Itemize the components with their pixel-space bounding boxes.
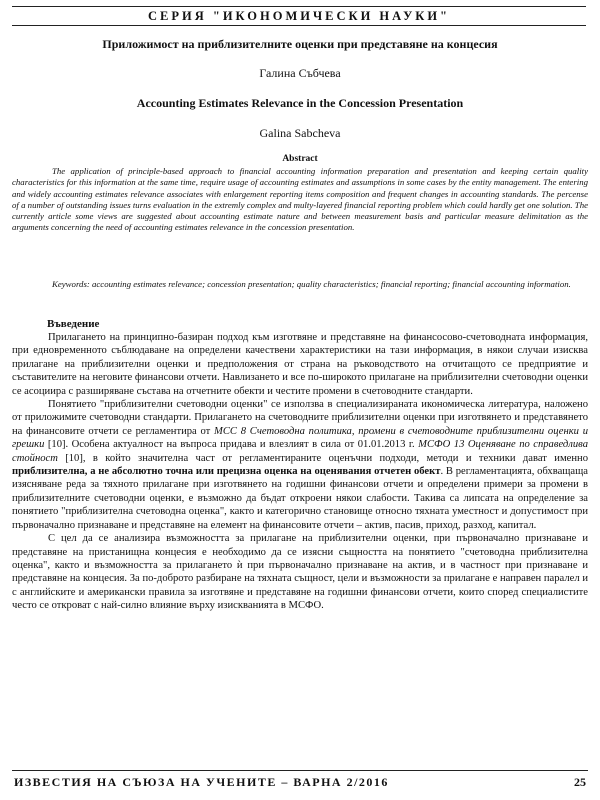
keywords-text: Keywords: accounting estimates relevance; concession presentation; quality characteristics; financial reporting; financial accounting information. — [52, 279, 571, 289]
emphasized-text: приблизителна, а не абсолютно точна или прецизна оценка на оценявания отчетен обект — [12, 466, 441, 478]
body-paragraph-1: Прилагането на принципно-базиран подход към изготвяне и представяне на финансосово-счетоводната информация, при едновременното съблюдаване на определени качествени характеристики на тази информация, в някои случаи изисква прилагане на приблизителни оценки и предположения от страна на ръководството на отчитащото се предприятие и съставителите на неговите финансови отчети. Навлизането и все по-широкото прилагане на приблизителни счетоводни оценки се асоциира с разширяване състава на отчетните обекти и честите промени в счетоводните стандарти. — [12, 332, 588, 397]
body-paragraph-2 — [12, 398, 588, 532]
journal-footer: ИЗВЕСТИЯ НА СЪЮЗА НА УЧЕНИТЕ – ВАРНА 2/2016 — [14, 775, 389, 789]
body-paragraph-3: С цел да се анализира възможността за прилагане на приблизителни оценки, при първоначално признаване и представяне на пристанищна концесия е необходимо да се изясни същността на понятието "счетоводна приблизителна оценка", както и възможността за прилагането ѝ при първоначално признаване на актив, и в частност при признаване и представяне на концесия. За по-доброто разбиране на тяхната същност, цели и възможности за прилагане е направен паралел и с английските и американски правила за изготвяне и представяне на годишни финансови отчети, които според специалистите често се откроват с най-силно влияние върху изискванията в МСФО. — [12, 533, 588, 612]
standard-reference-ias8: МСС 8 Счетоводна политика, промени в счетоводните приблизителни оценки и грешки — [12, 425, 589, 451]
standard-reference-ifrs13: МСФО 13 Оценяване по справедлива стойност — [12, 439, 588, 464]
author-name-en: Galina Sabcheva — [259, 126, 341, 140]
article-title-en: Accounting Estimates Relevance in the Concession Presentation — [136, 96, 464, 110]
article-body — [12, 331, 588, 613]
series-header: СЕРИЯ "ИКОНОМИЧЕСКИ НАУКИ" — [12, 6, 586, 26]
author-name-bg: Галина Събчева — [259, 66, 341, 80]
paragraph-2-text: [10]. Особена актуалност на въпроса придава и влезлият в сила от 01.01.2013 г. — [44, 439, 419, 451]
abstract-text: The application of principle-based approach to financial accounting information preparation and presentation and keeping certain quality characteristics for this information at the same time, require usage of accounting estimates and assumptions in some cases by the entity management. The entering and widely accounting estimates relevance associates with enlargement reporting items composition and frequent changes in accounting standards. The percense of a number of outstanding issues turns evaluation in the extremly complex and multy-layered financial reporting problem which could hardly get one solution. The currently article some views are suggested about accounting estimate nature and between measurement basis and particular measure delimitation as the arguments concerning the need of accounting estimates relevance in the concession presentation. — [12, 166, 588, 233]
paragraph-2-text: [10], в който значителна част от регламентираните оценъчни подходи, методи и техники дават именно — [57, 452, 588, 464]
abstract-heading: Abstract — [282, 154, 318, 164]
paragraph-2-text: Понятието "приблизителни счетоводни оценки" се използва в специализираната икономическа литература, наложено от приложимите счетоводни стандарти. Прилагането на счетоводните приблизителни оценки при изготвянето и представянето на финансовите отчети се регламентира от — [12, 399, 588, 437]
page-number: 25 — [574, 775, 586, 789]
paragraph-2-text: . В регламентацията, обхващаща изясняване реда за тяхното прилагане при изготвянето на годишни финансови отчети и определени примери за промени в приблизителните счетоводни оценки, е възможно да бъдат откроени някои слабости. Такива са липсата на определение за понятието "приблизителна счетоводна оценка", както и категорично становище относно тяхната уместност и допустимост при първоначално признаване и представяне на елемент на финансовите отчети – актив, пасив, приход, разход, капитал. — [12, 466, 588, 531]
article-title-bg: Приложимост на приблизителните оценки при представяне на концесия — [102, 37, 498, 51]
footer-divider — [12, 770, 588, 771]
section-heading-introduction: Въведение — [47, 318, 100, 330]
